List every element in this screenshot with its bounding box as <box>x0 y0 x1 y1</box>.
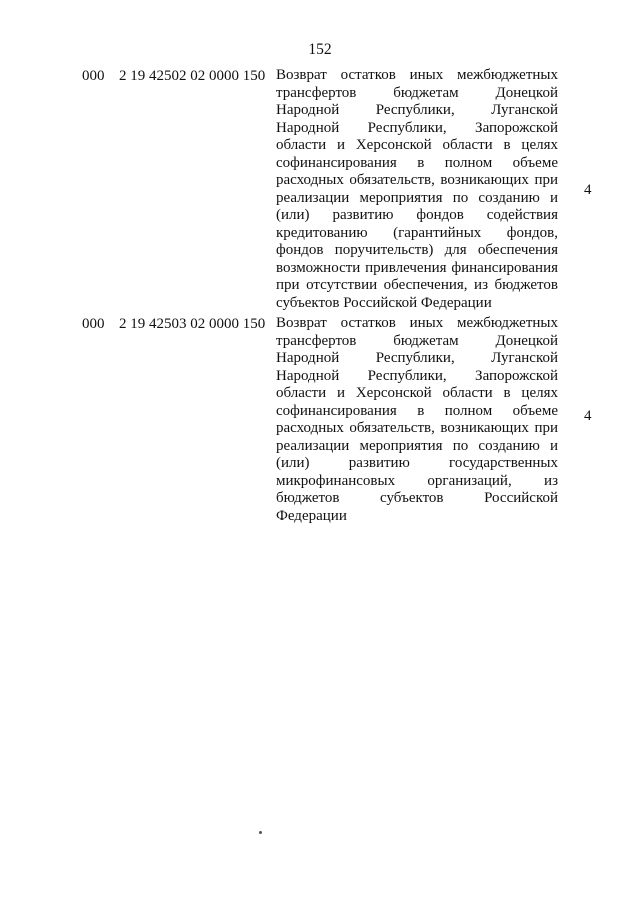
row-description: Возврат остатков иных межбюджетных трансфертов бюджетам Донецкой Народной Республики, Луганской Народной Республики, Запорожской области и Херсонской области в целях софинансирования в полном объеме расходных обязательств, возникающих при реализации мероприятия по созданию и (или) развитию фондов содействия кредитованию (гарантийных фондов, фондов поручительств) для обеспечения возможности привлечения финансирования при отсутствии обеспечения, из бюджетов субъектов Российской Федерации <box>276 67 558 311</box>
page-number: 152 <box>308 41 332 58</box>
admin-code: 000 <box>82 68 105 84</box>
kbk-code: 2 19 42502 02 0000 150 <box>119 68 266 84</box>
row-amount: 4 <box>584 182 592 198</box>
row-description: Возврат остатков иных межбюджетных трансфертов бюджетам Донецкой Народной Республики, Луганской Народной Республики, Запорожской области и Херсонской области в целях софинансирования в полном объеме расходных обязательств, возникающих при реализации мероприятия по созданию и (или) развитию государственных микрофинансовых организаций, из бюджетов субъектов Российской Федерации <box>276 315 558 524</box>
scan-speck <box>259 831 262 834</box>
row-amount: 4 <box>584 408 592 424</box>
admin-code: 000 <box>82 316 105 332</box>
kbk-code: 2 19 42503 02 0000 150 <box>119 316 266 332</box>
